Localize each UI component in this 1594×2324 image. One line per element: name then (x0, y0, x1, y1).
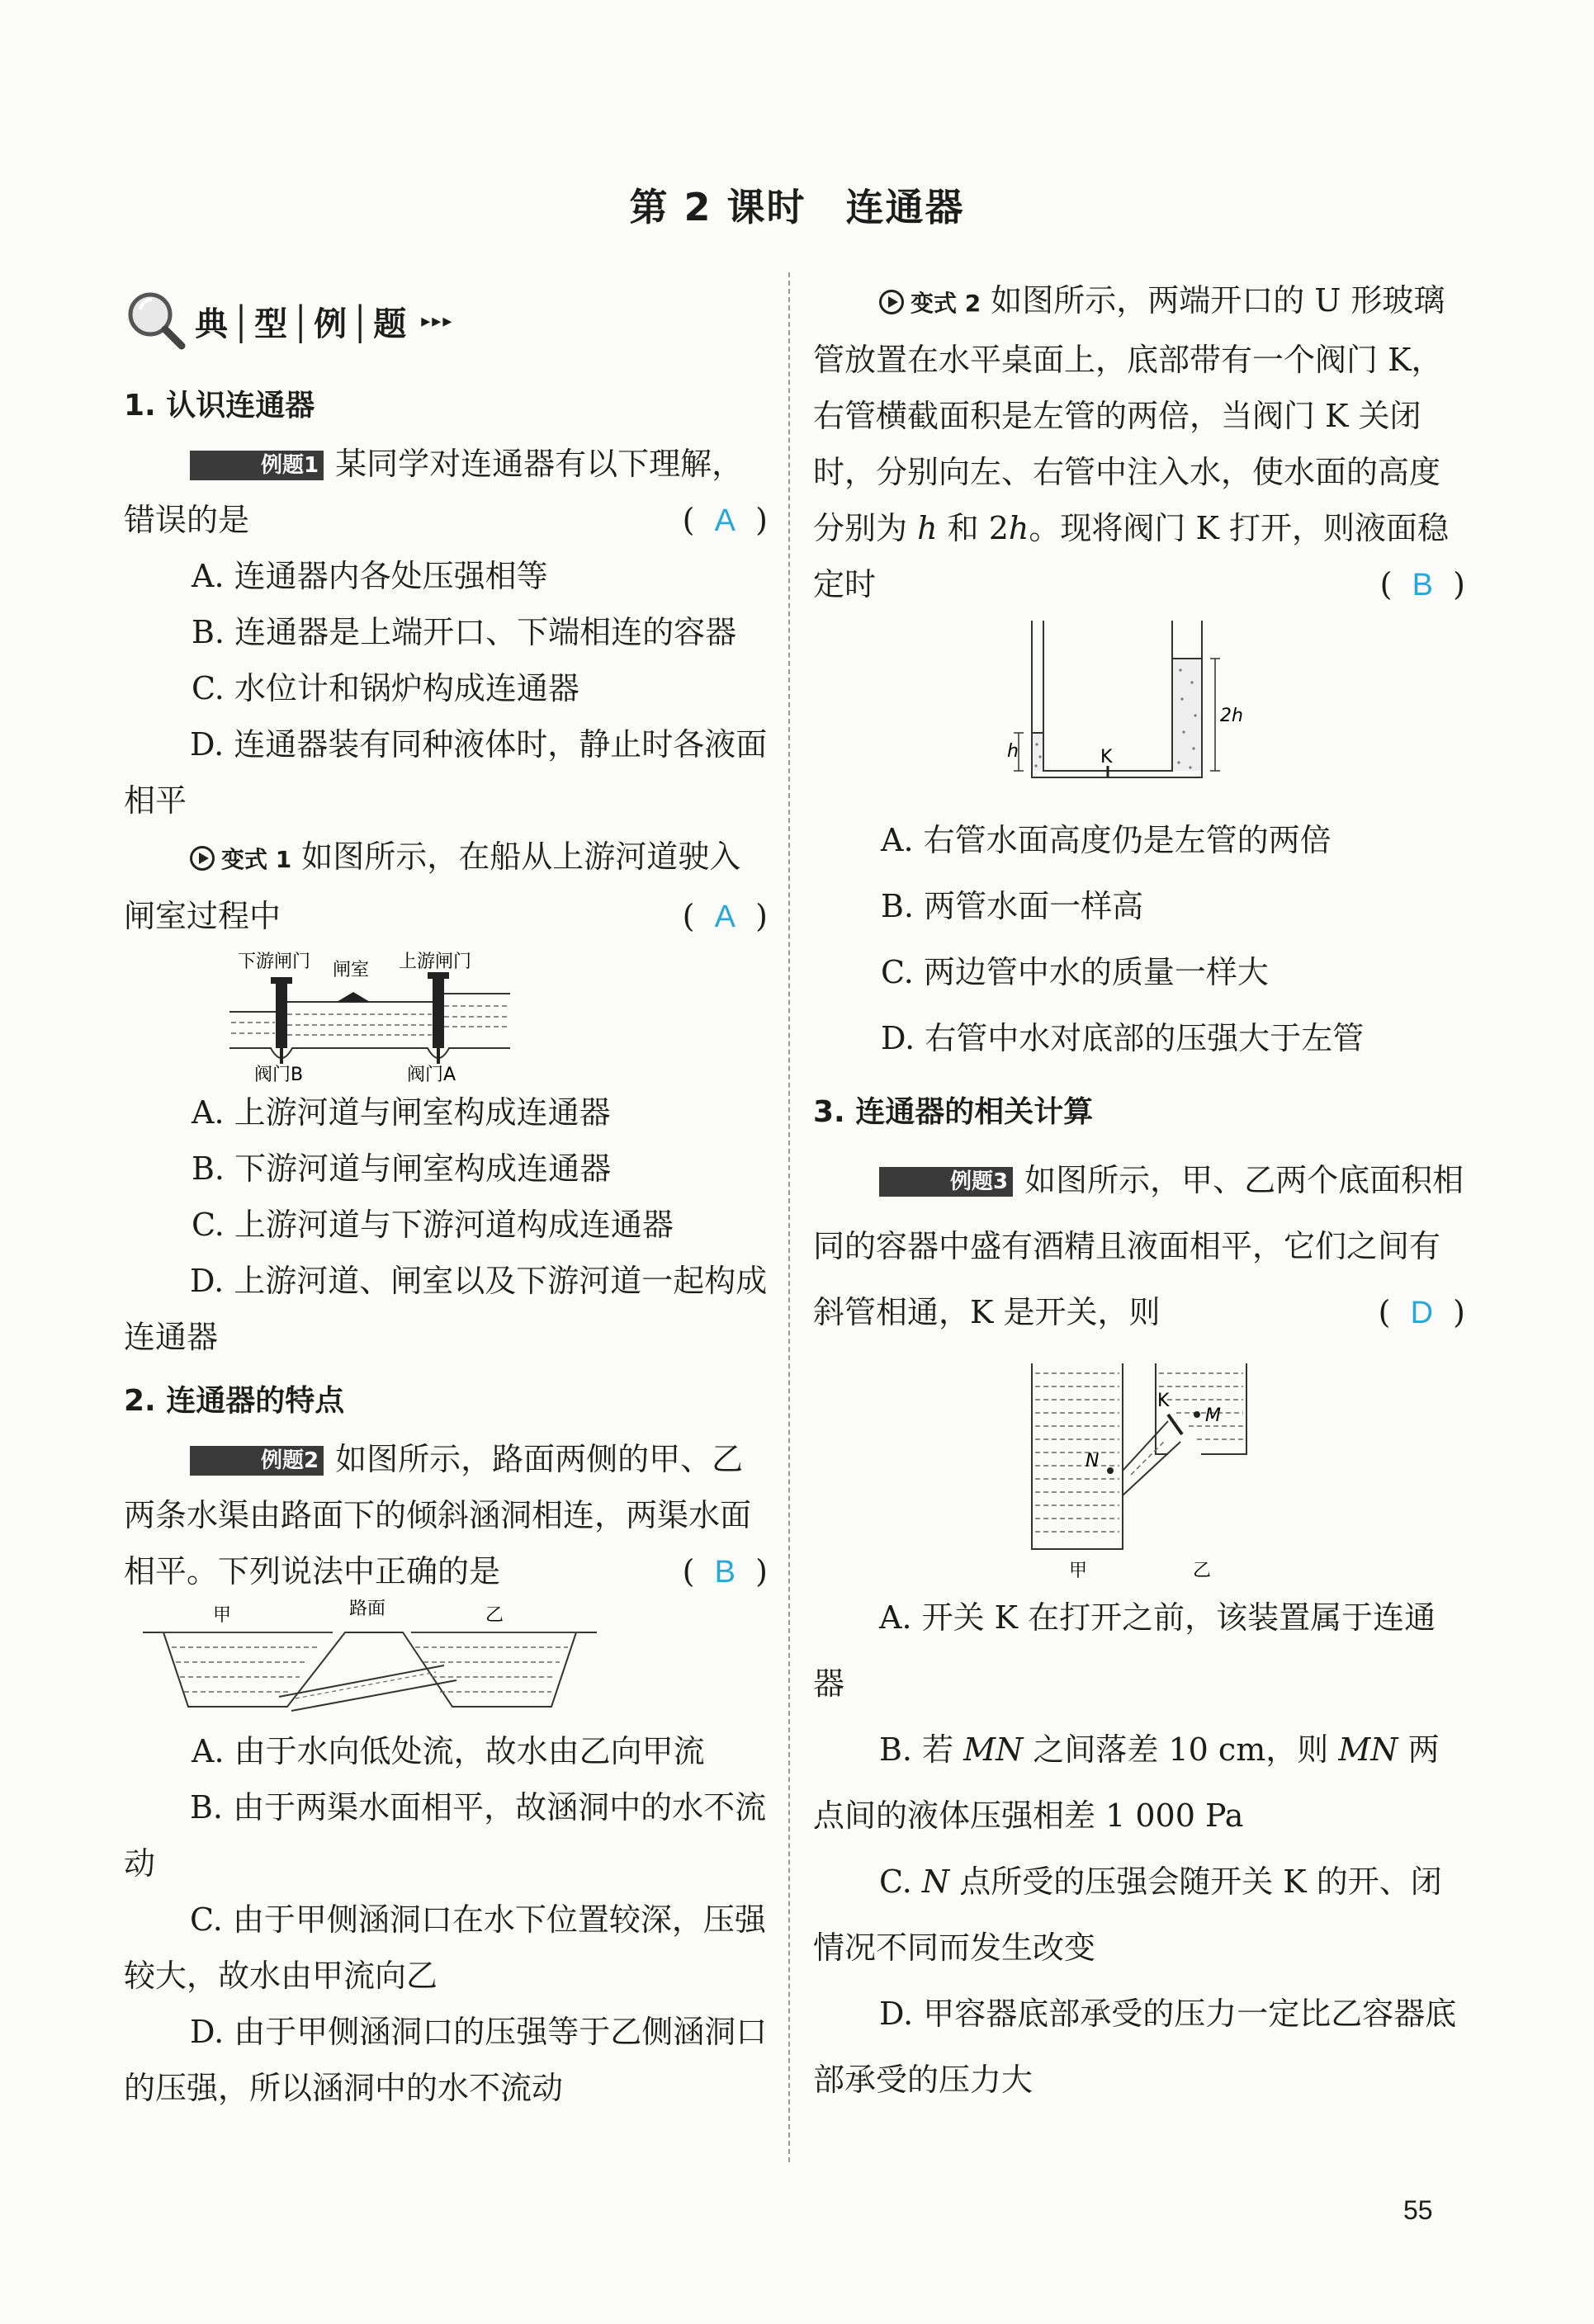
downstream-gate-label: 下游闸门 (238, 952, 311, 972)
jia-label: 甲 (213, 1605, 232, 1626)
play-icon (190, 846, 215, 871)
section-2-title: 2. 连通器的特点 (124, 1384, 345, 1418)
road-label: 路面 (349, 1599, 386, 1619)
page-number: 55 (1403, 2195, 1433, 2225)
chamber-label: 闸室 (333, 960, 370, 980)
magnifier-icon (124, 288, 190, 354)
example-3-tag: 例题3 (879, 1167, 1013, 1197)
example-2-option-d: D. 由于甲侧涵洞口的压强等于乙侧涵洞口的压强，所以涵洞中的水不流动 (124, 2014, 768, 2106)
switch-k-label: K (1157, 1391, 1170, 1411)
play-icon (879, 290, 904, 314)
lock-diagram (221, 944, 518, 1084)
yi-label: 乙 (485, 1605, 504, 1626)
variant-1-option-a: A. 上游河道与闸室构成连通器 (192, 1094, 611, 1131)
header-arrows: ▸▸▸ (421, 310, 454, 332)
h-label: h (1007, 741, 1019, 762)
variant-1-answer: ( A ) (682, 898, 768, 934)
variant-2-answer: ( B ) (1379, 566, 1465, 602)
yi-label: 乙 (1193, 1561, 1212, 1578)
two-h-label: 2h (1220, 706, 1243, 726)
culvert-diagram (139, 1599, 601, 1723)
valve-a-label: 阀门A (407, 1065, 456, 1084)
example-3-option-c: C. N 点所受的压强会随开关 K 的开、闭情况不同而发生改变 (813, 1863, 1442, 1966)
variant-2-tag: 变式 2 (911, 290, 981, 317)
variant-1-tag: 变式 1 (221, 846, 292, 873)
variant-2-option-d: D. 右管中水对底部的压强大于左管 (881, 1020, 1365, 1056)
variant-1-option-d: D. 上游河道、闸室以及下游河道一起构成连通器 (124, 1263, 768, 1355)
u-tube-diagram (1007, 621, 1271, 802)
valve-k-label: K (1100, 747, 1113, 768)
left-column (124, 272, 768, 2116)
variant-2-option-b: B. 两管水面一样高 (881, 888, 1144, 924)
example-1-option-b: B. 连通器是上端开口、下端相连的容器 (192, 614, 737, 650)
example-2-option-c: C. 由于甲侧涵洞口在水下位置较深，压强较大，故水由甲流向乙 (124, 1901, 766, 1994)
point-m-label: M (1205, 1405, 1221, 1426)
variant-1-option-c: C. 上游河道与下游河道构成连通器 (192, 1207, 674, 1243)
example-1-stem: 例题1 某同学对连通器有以下理解，错误的是 ( A ) (124, 436, 768, 548)
variant-2-option-c: C. 两边管中水的质量一样大 (881, 954, 1269, 990)
example-3-option-d: D. 甲容器底部承受的压力一定比乙容器底部承受的压力大 (813, 1996, 1457, 2098)
example-3-stem: 例题3 如图所示，甲、乙两个底面积相同的容器中盛有酒精且液面相平，它们之间有斜管相通，K 是开关，则 ( D ) (813, 1147, 1465, 1345)
section-header (124, 272, 768, 370)
valve-b-label: 阀门B (254, 1065, 304, 1084)
point-n-label: N (1086, 1451, 1100, 1471)
example-2-stem: 例题2 如图所示，路面两侧的甲、乙两条水渠由路面下的倾斜涵洞相连，两渠水面相平。下列说法中正确的是 ( B ) (124, 1431, 768, 1599)
section-header-text: 典│型│例│题 (195, 305, 410, 343)
column-divider (788, 272, 790, 2162)
upstream-gate-label: 上游闸门 (399, 952, 472, 972)
section-3-title: 3. 连通器的相关计算 (813, 1095, 1094, 1129)
example-2-answer: ( B ) (682, 1553, 768, 1589)
example-2-tag: 例题2 (190, 1446, 324, 1476)
example-2-option-b: B. 由于两渠水面相平，故涵洞中的水不流动 (124, 1789, 767, 1882)
example-1-answer: ( A ) (682, 502, 768, 538)
variant-1-option-b: B. 下游河道与闸室构成连通器 (192, 1150, 612, 1187)
example-1-option-d: D. 连通器装有同种液体时，静止时各液面相平 (124, 726, 768, 819)
example-1-tag: 例题1 (190, 451, 324, 480)
example-1-option-a: A. 连通器内各处压强相等 (192, 558, 548, 594)
page-title: 第 2 课时 连通器 (629, 185, 965, 229)
containers-diagram (999, 1355, 1279, 1578)
section-1-title: 1. 认识连通器 (124, 389, 315, 423)
right-column (813, 272, 1465, 2113)
example-3-option-b: B. 若 MN 之间落差 10 cm，则 MN 两点间的液体压强相差 1 000 Pa (813, 1731, 1440, 1834)
example-2-option-a: A. 由于水向低处流，故水由乙向甲流 (192, 1733, 705, 1769)
variant-2-stem: 变式 2 如图所示，两端开口的 U 形玻璃管放置在水平桌面上，底部带有一个阀门 K，右管横截面积是左管的两倍，当阀门 K 关闭时，分别向左、右管中注入水，使水面的高度分别为 h 和 2h。现将阀门 K 打开，则液面稳定时 ( B ) (813, 272, 1465, 612)
example-1-option-c: C. 水位计和锅炉构成连通器 (192, 670, 579, 706)
example-3-answer: ( D ) (1378, 1294, 1465, 1330)
variant-2-option-a: A. 右管水面高度仍是左管的两倍 (881, 822, 1331, 858)
example-3-option-a: A. 开关 K 在打开之前，该装置属于连通器 (813, 1599, 1436, 1702)
jia-label: 甲 (1069, 1561, 1088, 1578)
variant-1-stem: 变式 1 如图所示，在船从上游河道驶入闸室过程中 ( A ) (124, 829, 768, 944)
